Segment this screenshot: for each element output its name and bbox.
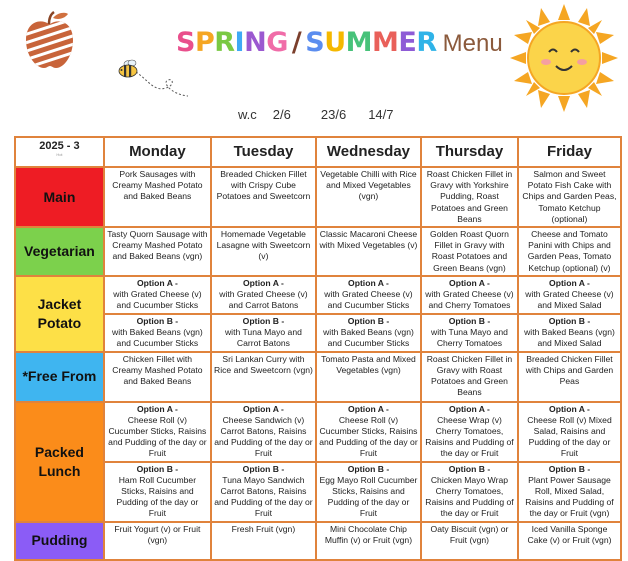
meal-cell bbox=[518, 402, 621, 462]
meal-cell: Mini Chocolate Chip Muffin (v) or Fruit (vgn) bbox=[316, 522, 421, 560]
option-label: Option B - bbox=[448, 463, 491, 474]
year-label: 2025 - 3 bbox=[39, 140, 80, 152]
category-packed-lunch bbox=[15, 402, 104, 522]
week-date: 23/6 bbox=[320, 107, 347, 122]
day-header-wednesday: Wednesday bbox=[316, 137, 421, 167]
option-label: Option A - bbox=[242, 403, 284, 414]
meal-cell: Classic Macaroni Cheese with Mixed Vegetables (v) bbox=[316, 227, 421, 276]
title-word-spring bbox=[176, 27, 288, 58]
title-letter: M bbox=[372, 27, 399, 58]
option-label: Option A - bbox=[449, 278, 490, 289]
meal-cell bbox=[104, 402, 211, 462]
option-label: Option A - bbox=[242, 278, 284, 289]
meal-cell: Roast Chicken Fillet in Gravy with Yorkshire Pudding, Roast Potatoes and Green Beans bbox=[421, 167, 518, 227]
category-free-from: *Free From bbox=[15, 352, 104, 402]
option-label: Option B - bbox=[448, 316, 491, 327]
meal-cell: Salmon and Sweet Potato Fish Cake with Chips and Garden Peas, Tomato Ketchup (optional) bbox=[518, 167, 621, 227]
meal-cell: Pork Sausages with Creamy Mashed Potato and Baked Beans bbox=[104, 167, 211, 227]
option-text: with Grated Cheese (v) and Carrot Batons bbox=[219, 289, 308, 311]
menu-table bbox=[14, 136, 622, 561]
option-label: Option B - bbox=[347, 316, 390, 327]
category-main: Main bbox=[15, 167, 104, 227]
meal-cell bbox=[211, 462, 316, 522]
option-label: Option B - bbox=[242, 316, 285, 327]
meal-cell bbox=[104, 462, 211, 522]
meal-cell: Cheese and Tomato Panini with Chips and Garden Peas, Tomato Ketchup (optional) (v) bbox=[518, 227, 621, 276]
meal-cell bbox=[421, 462, 518, 522]
option-text: Cheese Wrap (v) Cherry Tomatoes, Raisins and Pudding of the day or Fruit bbox=[425, 414, 514, 459]
meal-cell bbox=[211, 402, 316, 462]
meal-cell: Golden Roast Quorn Fillet in Gravy with Roast Potatoes and Green Beans (vgn) bbox=[421, 227, 518, 276]
option-label: Option A - bbox=[449, 403, 490, 414]
option-label: Option B - bbox=[548, 316, 591, 327]
title-letter: G bbox=[266, 27, 288, 58]
day-header-row bbox=[15, 137, 621, 167]
option-label: Option B - bbox=[347, 463, 390, 474]
row-packed-a bbox=[15, 402, 621, 462]
option-text: Egg Mayo Roll Cucumber Sticks, Raisins and Pudding of the day or Fruit bbox=[319, 474, 418, 519]
option-text: with Tuna Mayo and Carrot Batons bbox=[224, 327, 302, 349]
meal-cell: Roast Chicken Fillet in Gravy with Roast Potatoes and Green Beans bbox=[421, 352, 518, 402]
option-label: Option B - bbox=[242, 463, 285, 474]
title-menu: Menu bbox=[442, 30, 503, 57]
category-label-line: Jacket bbox=[37, 295, 82, 312]
option-text: with Baked Beans (vgn) and Cucumber Sticks bbox=[112, 327, 203, 349]
meal-cell bbox=[211, 314, 316, 352]
option-label: Option A - bbox=[549, 403, 590, 414]
meal-cell: Vegetable Chilli with Rice and Mixed Vegetables (vgn) bbox=[316, 167, 421, 227]
option-text: with Baked Beans (vgn) and Cucumber Sticks bbox=[323, 327, 414, 349]
row-packed-b bbox=[15, 462, 621, 522]
day-header-tuesday: Tuesday bbox=[211, 137, 316, 167]
title-slash: / bbox=[291, 27, 302, 58]
title-letter: R bbox=[214, 27, 235, 58]
meal-cell: Chicken Fillet with Creamy Mashed Potato and Baked Beans bbox=[104, 352, 211, 402]
option-label: Option A - bbox=[136, 278, 178, 289]
meal-cell: Sri Lankan Curry with Rice and Sweetcorn (vgn) bbox=[211, 352, 316, 402]
meal-cell bbox=[518, 276, 621, 314]
meal-cell bbox=[316, 276, 421, 314]
option-text: Ham Roll Cucumber Sticks, Raisins and Pudding of the day or Fruit bbox=[116, 474, 199, 519]
page-title bbox=[176, 27, 503, 65]
meal-cell bbox=[421, 276, 518, 314]
option-label: Option A - bbox=[348, 278, 389, 289]
apple-icon bbox=[22, 10, 77, 72]
meal-cell: Oaty Biscuit (vgn) or Fruit (vgn) bbox=[421, 522, 518, 560]
title-letter: N bbox=[244, 27, 267, 58]
week-date: 14/7 bbox=[368, 107, 394, 122]
wc-label: w.c bbox=[238, 107, 257, 122]
meal-cell bbox=[316, 402, 421, 462]
title-letter: S bbox=[305, 27, 325, 58]
option-text: Plant Power Sausage Roll, Mixed Salad, Raisins and Pudding of the day or Fruit (vgn) bbox=[525, 474, 614, 519]
option-text: with Baked Beans (vgn) and Mixed Salad bbox=[524, 327, 615, 349]
row-jacket-a bbox=[15, 276, 621, 314]
option-text: Chicken Mayo Wrap Cherry Tomatoes, Raisins and Pudding of the day or Fruit bbox=[425, 474, 514, 519]
option-label: Option B - bbox=[136, 463, 179, 474]
option-text: Cheese Sandwich (v) Carrot Batons, Raisins and Pudding of the day or Fruit bbox=[214, 414, 313, 459]
meal-cell bbox=[104, 276, 211, 314]
category-pudding: Pudding bbox=[15, 522, 104, 560]
meal-cell bbox=[316, 462, 421, 522]
row-jacket-b bbox=[15, 314, 621, 352]
category-vegetarian: Vegetarian bbox=[15, 227, 104, 276]
day-header-friday: Friday bbox=[518, 137, 621, 167]
meal-cell: Tomato Pasta and Mixed Vegetables (vgn) bbox=[316, 352, 421, 402]
meal-cell: Breaded Chicken Fillet with Chips and Garden Peas bbox=[518, 352, 621, 402]
day-header-thursday: Thursday bbox=[421, 137, 518, 167]
category-label-line: Packed bbox=[34, 443, 84, 460]
year-cell bbox=[15, 137, 104, 167]
title-letter: M bbox=[345, 27, 373, 58]
meal-cell bbox=[421, 402, 518, 462]
title-letter: U bbox=[324, 27, 346, 58]
option-text: Cheese Roll (v) Mixed Salad, Raisins and Pudding of the day or Fruit bbox=[527, 414, 612, 459]
week-commencing bbox=[238, 107, 394, 122]
option-label: Option B - bbox=[548, 463, 591, 474]
category-jacket-potato bbox=[15, 276, 104, 352]
meal-cell bbox=[421, 314, 518, 352]
option-text: with Grated Cheese (v) and Cucumber Sticks bbox=[324, 289, 413, 311]
option-text: with Tuna Mayo and Cherry Tomatoes bbox=[431, 327, 508, 349]
category-label-line: Potato bbox=[37, 314, 82, 331]
title-letter: I bbox=[234, 27, 245, 58]
option-label: Option A - bbox=[549, 278, 590, 289]
meal-cell bbox=[104, 314, 211, 352]
week-date: 2/6 bbox=[272, 107, 291, 122]
title-letter: S bbox=[176, 27, 195, 58]
meal-cell: Fresh Fruit (vgn) bbox=[211, 522, 316, 560]
category-label-line: Lunch bbox=[38, 462, 81, 479]
title-letter: P bbox=[194, 27, 215, 58]
menu-header bbox=[0, 0, 628, 135]
meal-cell bbox=[211, 276, 316, 314]
row-free-from bbox=[15, 352, 621, 402]
row-vegetarian bbox=[15, 227, 621, 276]
meal-cell bbox=[518, 314, 621, 352]
option-text: with Grated Cheese (v) and Cucumber Sticks bbox=[113, 289, 202, 311]
row-main bbox=[15, 167, 621, 227]
option-text: with Grated Cheese (v) and Mixed Salad bbox=[525, 289, 614, 311]
option-text: Tuna Mayo Sandwich Carrot Batons, Raisins and Pudding of the day or Fruit bbox=[214, 474, 313, 519]
sun-icon bbox=[508, 2, 620, 114]
title-season bbox=[176, 27, 437, 58]
row-pudding bbox=[15, 522, 621, 560]
option-text: with Grated Cheese (v) and Cherry Tomatoes bbox=[425, 289, 514, 311]
meal-cell: Breaded Chicken Fillet with Crispy Cube Potatoes and Sweetcorn bbox=[211, 167, 316, 227]
option-text: Cheese Roll (v) Cucumber Sticks, Raisins and Pudding of the day or Fruit bbox=[319, 414, 418, 459]
day-header-monday: Monday bbox=[104, 137, 211, 167]
option-text: Cheese Roll (v) Cucumber Sticks, Raisins and Pudding of the day or Fruit bbox=[108, 414, 207, 459]
meal-cell: Tasty Quorn Sausage with Creamy Mashed Potato and Baked Beans (vgn) bbox=[104, 227, 211, 276]
meal-cell: Homemade Vegetable Lasagne with Sweetcorn (v) bbox=[211, 227, 316, 276]
meal-cell bbox=[316, 314, 421, 352]
meal-cell bbox=[518, 462, 621, 522]
option-label: Option B - bbox=[136, 316, 179, 327]
option-label: Option A - bbox=[348, 403, 389, 414]
option-label: Option A - bbox=[136, 403, 178, 414]
meal-cell: Fruit Yogurt (v) or Fruit (vgn) bbox=[104, 522, 211, 560]
meal-cell: Iced Vanilla Sponge Cake (v) or Fruit (vgn) bbox=[518, 522, 621, 560]
title-word-summer bbox=[305, 27, 436, 58]
title-letter: R bbox=[416, 27, 437, 58]
title-letter: E bbox=[398, 27, 417, 58]
hot-note: Hot bbox=[56, 152, 63, 157]
